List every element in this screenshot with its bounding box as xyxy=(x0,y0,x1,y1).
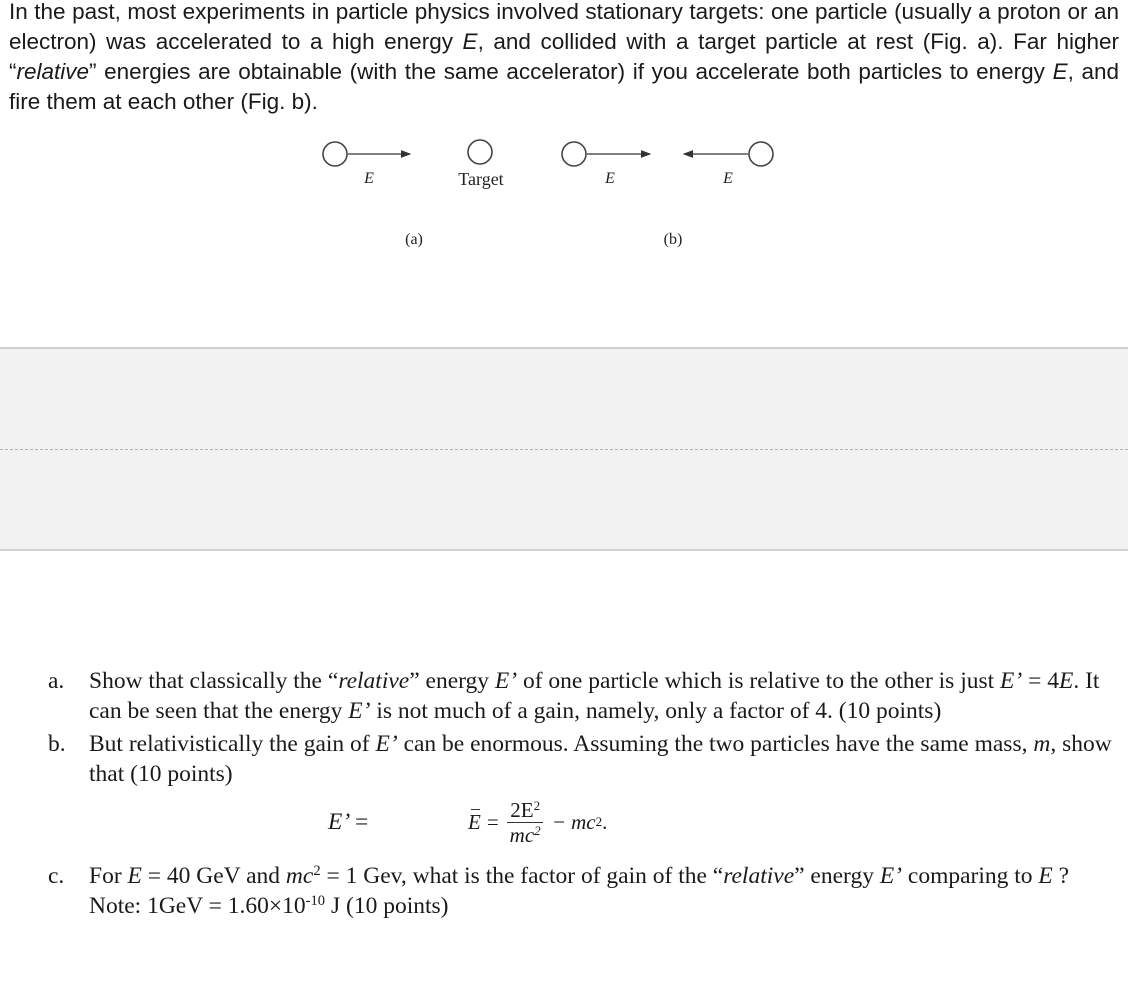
formula-lhs-text: E’ = xyxy=(328,809,370,835)
minus-term: − mc xyxy=(551,810,596,834)
intro-paragraph xyxy=(9,0,1119,117)
fraction xyxy=(507,798,544,847)
left-particle-b xyxy=(562,142,586,166)
question-text: ? Note: 1GeV = 1.60×10 xyxy=(89,863,1070,919)
numerator-text: 2E xyxy=(510,797,534,822)
energy-label-a: E xyxy=(364,170,374,187)
intro-text: ” energies are obtainable (with the same accelerator) if you accelerate both particles to energy xyxy=(89,59,1053,84)
mc-symbol: mc xyxy=(285,863,314,889)
question-text: = 1 Gev, what is the factor of gain of the “ xyxy=(320,863,724,889)
energy-prime-symbol: E’ xyxy=(494,668,518,694)
energy-symbol: E xyxy=(1052,59,1068,84)
question-text: ” energy xyxy=(794,863,880,889)
caption-b: (b) xyxy=(663,231,683,248)
energy-symbol: E xyxy=(462,29,478,54)
fraction-denominator xyxy=(507,823,544,847)
intro-text: , and fire them at each other (Fig. b). xyxy=(9,59,1119,114)
question-label: b. xyxy=(48,731,66,757)
target-particle xyxy=(468,140,492,164)
relative-term: relative xyxy=(723,863,795,889)
right-particle-b xyxy=(749,142,773,166)
question-text: But relativistically the gain of xyxy=(89,731,376,757)
projectile-particle-a xyxy=(323,142,347,166)
relative-term: relative xyxy=(338,668,410,694)
question-text: of one particle which is relative to the other is just xyxy=(517,668,1001,694)
dashed-divider xyxy=(0,449,1128,450)
answer-area xyxy=(0,347,1128,551)
relative-term: relative xyxy=(16,59,90,84)
formula-rhs: E = $\frac{2E^2}{mc^2}$ − mc 2 . xyxy=(468,797,608,847)
energy-prime-symbol: E’ xyxy=(879,863,903,889)
exponent: -10 xyxy=(305,893,326,909)
question-b xyxy=(48,729,1113,789)
intro-text: , and collided with a target particle at rest (Fig. a). Far higher “ xyxy=(9,29,1120,84)
energy-prime-symbol: E’ xyxy=(375,731,398,757)
formula-period: . xyxy=(602,810,608,834)
numerator-exponent: 2 xyxy=(533,797,541,813)
denominator-text: mc xyxy=(509,822,535,847)
figure-b xyxy=(562,142,773,248)
energy-label-b-right: E xyxy=(723,170,733,187)
e-bar-symbol: E xyxy=(468,807,481,837)
energy-label-b-left: E xyxy=(605,170,615,187)
question-text: Show that classically the “ xyxy=(89,668,339,694)
question-text: For xyxy=(89,863,128,889)
question-text: = 40 GeV and xyxy=(141,863,286,889)
mass-symbol: m xyxy=(1033,731,1051,757)
mc-exponent: 2 xyxy=(313,863,321,879)
energy-formula xyxy=(48,789,1113,859)
question-label: c. xyxy=(48,863,65,889)
question-text: = 4 xyxy=(1022,668,1059,694)
questions-list xyxy=(48,666,1113,921)
energy-symbol: E xyxy=(1038,863,1053,889)
collision-figure xyxy=(0,130,1128,260)
target-label: Target xyxy=(458,169,504,189)
question-a xyxy=(48,666,1113,726)
figure-a xyxy=(323,140,504,248)
energy-prime-symbol: E’ xyxy=(348,698,371,724)
question-text: is not much of a gain, namely, only a factor of 4. (10 points) xyxy=(370,698,942,724)
question-c xyxy=(48,861,1113,921)
equals-sign: = xyxy=(486,810,499,834)
caption-a: (a) xyxy=(405,231,423,248)
question-label: a. xyxy=(48,668,65,694)
energy-symbol: E xyxy=(127,863,142,889)
question-text: ” energy xyxy=(409,668,495,694)
question-text: , show that (10 points) xyxy=(89,731,1112,787)
energy-symbol: E xyxy=(1058,668,1074,694)
question-text: comparing to xyxy=(902,863,1039,889)
denominator-exponent: 2 xyxy=(534,822,541,838)
fraction-numerator xyxy=(507,798,543,823)
question-text: can be enormous. Assuming the two particles have the same mass, xyxy=(397,731,1034,757)
intro-text: In the past, most experiments in particle physics involved stationary targets: one particle (usually a proton or an electron) was accelerated to a high energy xyxy=(9,0,1119,54)
energy-prime-symbol: E’ xyxy=(1000,668,1023,694)
question-text: J (10 points) xyxy=(325,893,449,919)
question-text: . It can be seen that the energy xyxy=(89,668,1100,724)
formula-lhs xyxy=(328,807,369,837)
